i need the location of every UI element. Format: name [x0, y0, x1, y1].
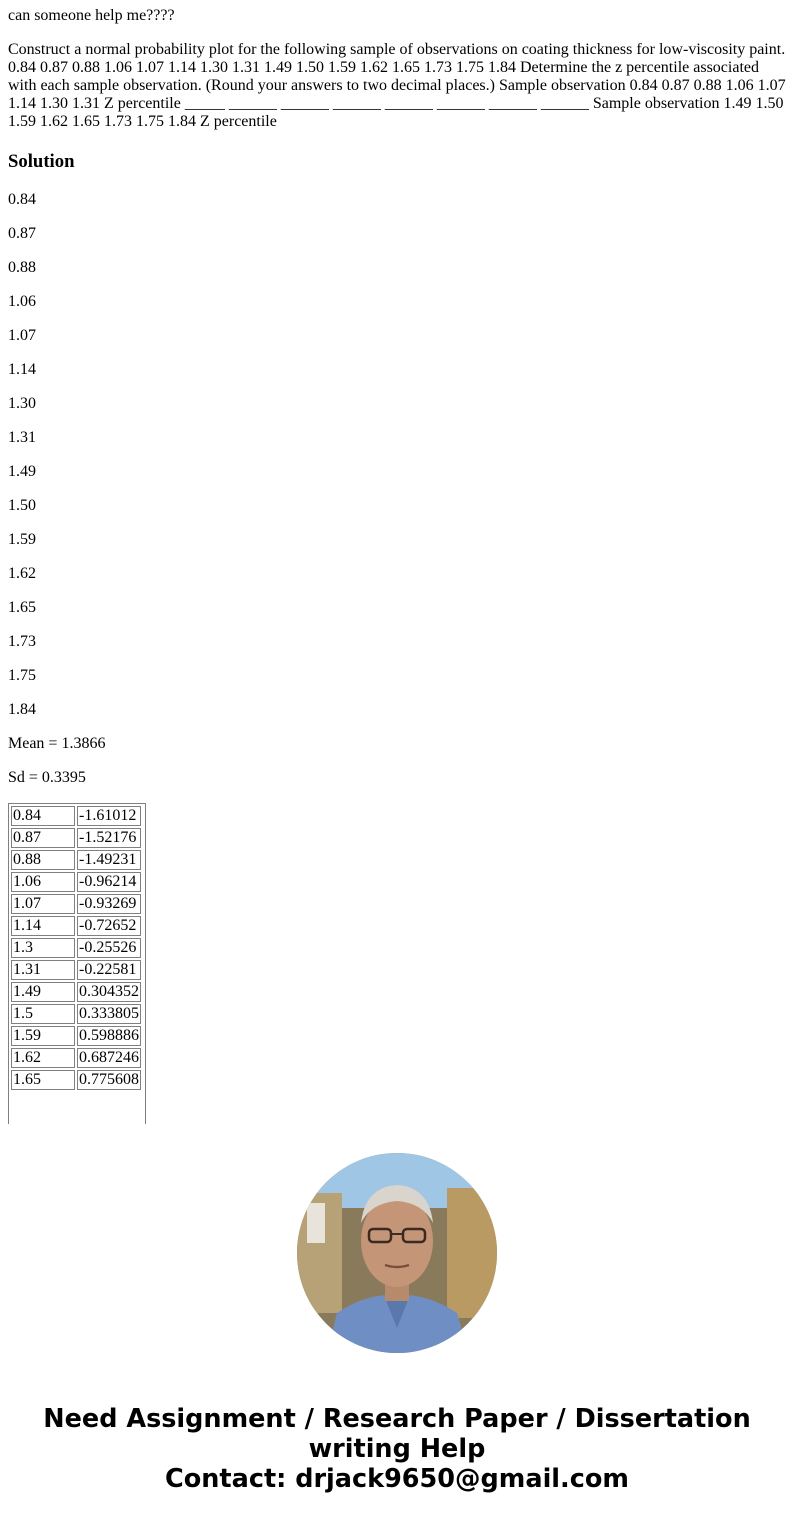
observation-cell: 1.14	[11, 916, 75, 936]
observation-cell: 0.84	[11, 806, 75, 826]
z-score-cell: -1.61012	[77, 806, 141, 826]
table-row	[11, 960, 141, 980]
observation-cell: 1.59	[11, 1026, 75, 1046]
author-avatar	[297, 1153, 497, 1353]
table-row	[11, 850, 141, 870]
observation-cell: 1.3	[11, 938, 75, 958]
table-row	[11, 828, 141, 848]
list-item: 1.50	[8, 497, 36, 514]
ad-line-3: Contact: drjack9650@gmail.com	[165, 1464, 629, 1494]
solution-heading: Solution	[8, 151, 75, 172]
z-score-cell: -0.25526	[77, 938, 141, 958]
z-score-cell: 0.598886	[79, 1027, 139, 1044]
z-score-cell: 0.304352	[79, 983, 139, 1000]
z-score-cell: 0.687246	[79, 1049, 139, 1066]
z-score-cell: -0.93269	[77, 894, 141, 914]
list-item: 1.06	[8, 293, 36, 310]
list-item: 1.75	[8, 667, 36, 684]
z-score-cell: -1.49231	[77, 850, 141, 870]
z-score-cell: 0.775608	[79, 1071, 139, 1088]
table-row	[11, 1026, 141, 1046]
ad-line-1: Need Assignment / Research Paper / Dissertation	[43, 1404, 751, 1434]
ad-line-2: writing Help	[308, 1434, 486, 1464]
observation-cell: 1.31	[11, 960, 75, 980]
z-score-cell: -0.22581	[77, 960, 141, 980]
list-item: 0.84	[8, 191, 36, 208]
list-item: 1.59	[8, 531, 36, 548]
table-row	[11, 982, 141, 1002]
list-item: 0.87	[8, 225, 36, 242]
list-item: 1.73	[8, 633, 36, 650]
observation-cell: 1.49	[11, 982, 75, 1002]
question-body: Construct a normal probability plot for the following sample of observations on coating thickness for low-viscosity paint. 0.84 0.87 0.88 1.06 1.07 1.14 1.30 1.31 1.49 1.50 1.59 1.62 1.65 1.73 1.75 1.84 Determine the z percentile associated with each sample observation. (Round your answers to two decimal places.) Sample observation 0.84 0.87 0.88 1.06 1.07 1.14 1.30 1.31 Z percentile _____ ______ ______ ______ ______ ______ ______ ______ Sample observation 1.49 1.50 1.59 1.62 1.65 1.73 1.75 1.84 Z percentile	[8, 41, 786, 130]
mean-text: Mean = 1.3866	[8, 735, 106, 752]
list-item: 0.88	[8, 259, 36, 276]
list-item: 1.84	[8, 701, 36, 718]
table-row	[11, 806, 141, 826]
z-score-cell: -1.52176	[77, 828, 141, 848]
z-score-cell: -0.96214	[77, 872, 141, 892]
sd-text: Sd = 0.3395	[8, 769, 86, 786]
table-row	[11, 1048, 141, 1068]
table-row	[11, 1070, 141, 1090]
table-row	[11, 1004, 141, 1024]
z-score-cell: 0.333805	[79, 1005, 139, 1022]
list-item: 1.62	[8, 565, 36, 582]
observation-cell: 0.88	[11, 850, 75, 870]
author-photo-illustration	[297, 1153, 497, 1353]
observation-cell: 1.07	[11, 894, 75, 914]
observation-cell: 1.62	[11, 1048, 75, 1068]
table-row	[11, 872, 141, 892]
z-score-cell: -0.72652	[77, 916, 141, 936]
list-item: 1.30	[8, 395, 36, 412]
list-item: 1.07	[8, 327, 36, 344]
table-row	[11, 938, 141, 958]
z-score-table	[9, 804, 143, 1092]
observation-cell: 1.5	[11, 1004, 75, 1024]
observation-cell: 1.06	[11, 872, 75, 892]
z-score-table-container[interactable]	[8, 803, 146, 1124]
contact-advertisement	[0, 1404, 794, 1494]
solution-value-list	[8, 191, 105, 803]
observation-cell: 1.65	[11, 1070, 75, 1090]
list-item: 1.31	[8, 429, 36, 446]
list-item: 1.14	[8, 361, 36, 378]
list-item: 1.65	[8, 599, 36, 616]
list-item: 1.49	[8, 463, 36, 480]
table-row	[11, 916, 141, 936]
observation-cell: 0.87	[11, 828, 75, 848]
table-row	[11, 894, 141, 914]
question-title: can someone help me????	[8, 7, 175, 24]
